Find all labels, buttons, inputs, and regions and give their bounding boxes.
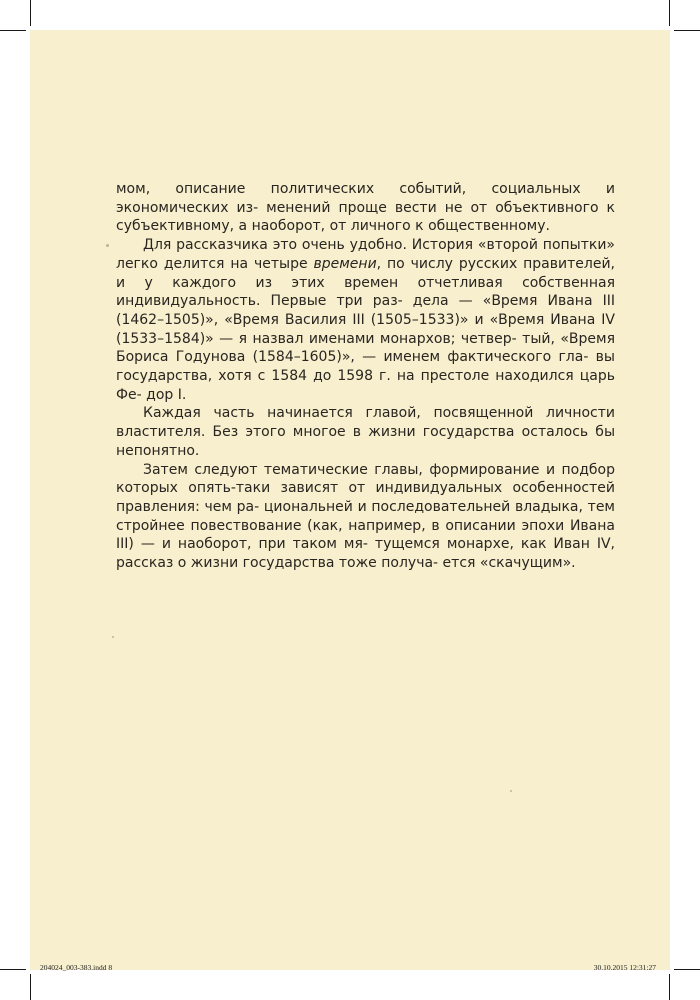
crop-mark [0,969,26,970]
paragraph-text: Каждая часть начинается главой, посвященной личности властителя. Без этого многое в жизни государства осталось бы непонятно. [116,405,615,459]
crop-mark [0,30,26,31]
crop-mark [674,969,700,970]
crop-mark [669,0,670,26]
paragraph [116,404,615,460]
body-text [116,180,615,573]
paragraph-text: , по числу русских правителей, и у каждого из этих времен отчетливая собственная индивидуальность. Первые три раз- дела — «Время Ивана III (1462–1505)», «Время Василия III (1505–1533)» и «Время Ивана IV (1533–1584)» — я назвал именами монархов; четвер- тый, «Время Бориса Годунова (1584–1605)», — именем фактического гла- вы государства, хотя с 1584 до 1598 г. на престоле находился царь Фе- дор I. [116,255,615,403]
paper-speck [510,790,512,792]
crop-mark [669,974,670,1000]
paragraph [116,180,615,236]
print-slug-file: 204024_003-383.indd 8 [40,963,113,972]
paragraph [116,461,615,573]
crop-mark [30,0,31,26]
paper-speck [112,636,114,638]
paragraph-text: Затем следуют тематические главы, формирование и подбор которых опять-таки зависят от индивидуальных особенностей правления: чем ра- циональней и последовательней владыка, тем стройнее повествование (как, например, в описании эпохи Ивана III) — и наоборот, при таком мя- тущемся монархе, как Иван IV, рассказ о жизни государства тоже получа- ется «скачущим». [116,461,615,572]
print-slug-timestamp: 30.10.2015 12:31:27 [593,963,656,972]
crop-mark [674,30,700,31]
paragraph-text: Для рассказчика это очень удобно. История «второй попытки» легко делится на четыре [116,237,615,272]
crop-mark [30,974,31,1000]
paragraph-text: мом, описание политических событий, социальных и экономических из- менений проще вести не от объективного к субъективному, а наоборот, от личного к общественному. [116,181,615,235]
emphasis-text: времени [313,255,377,272]
paragraph [116,236,615,404]
paper-speck [106,244,109,247]
